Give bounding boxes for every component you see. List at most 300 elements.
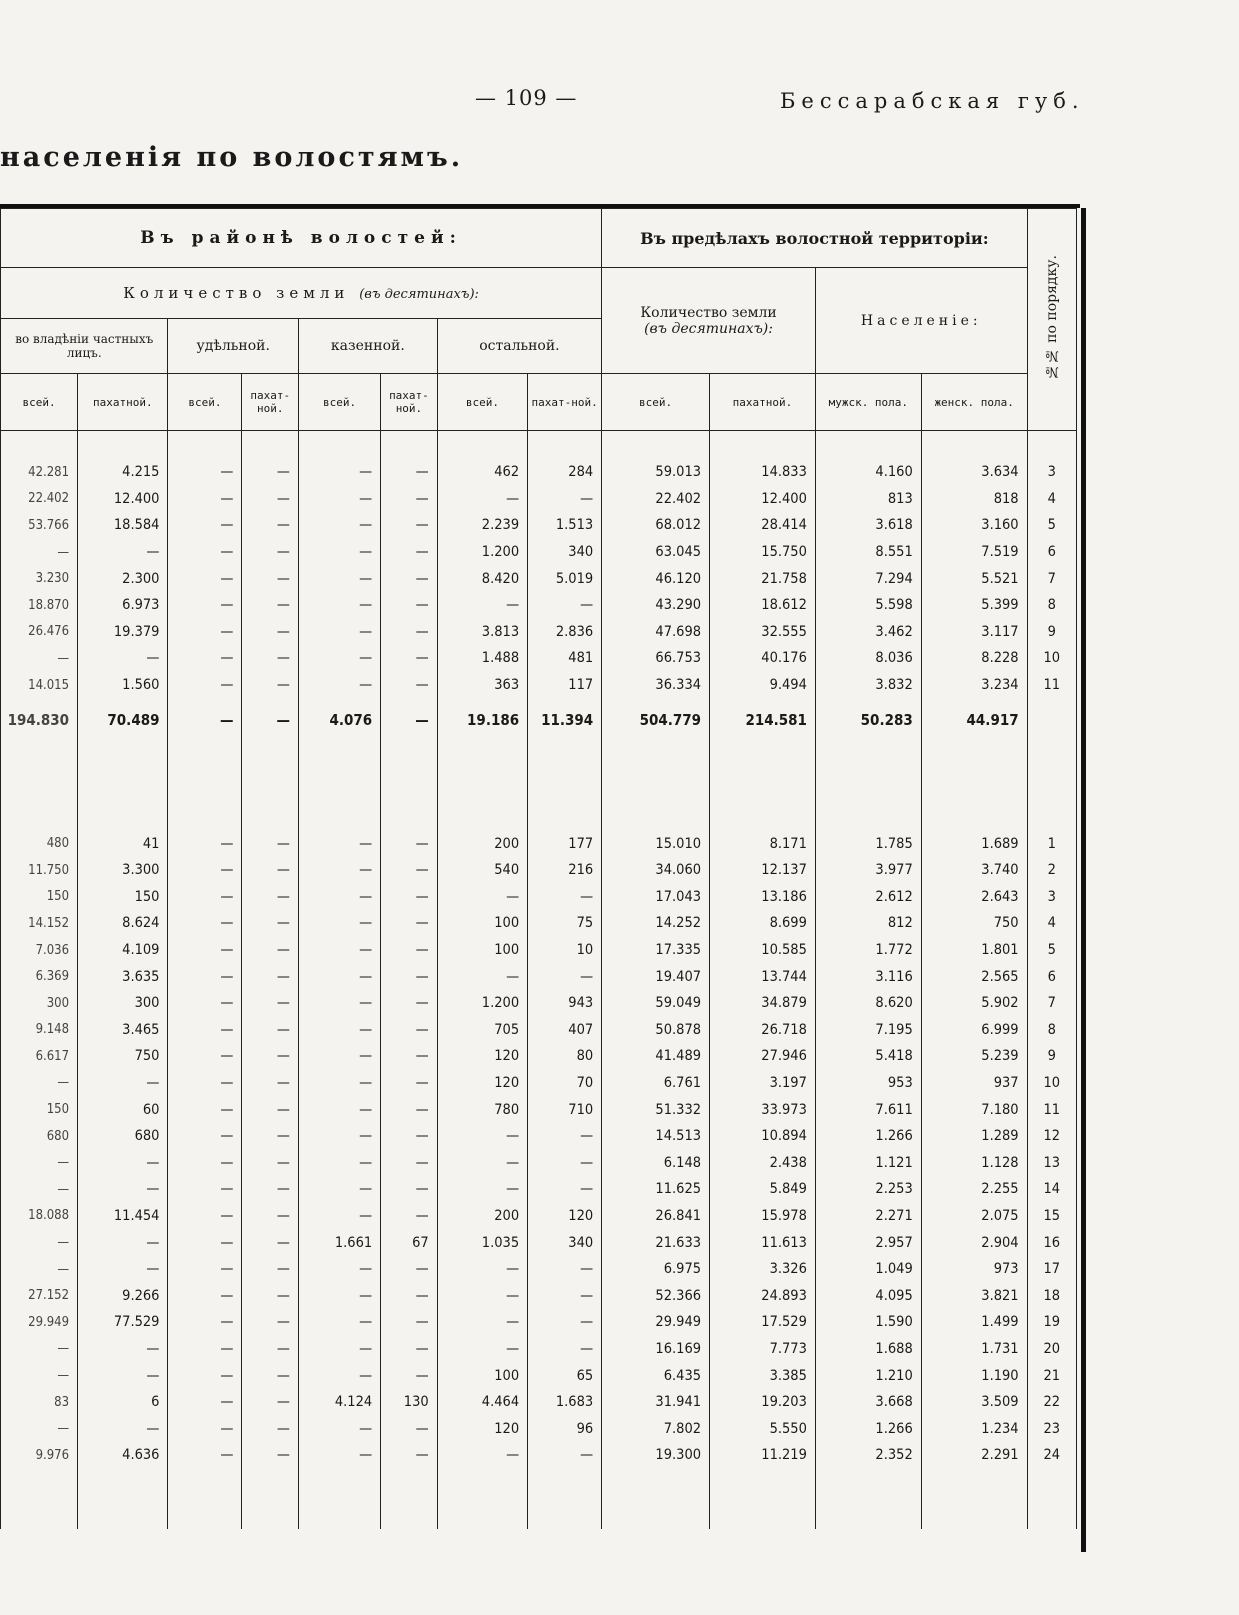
- table-cell: 12.400: [710, 486, 816, 513]
- table-cell: 2.239: [437, 512, 527, 539]
- table-cell: —: [381, 1043, 438, 1070]
- table-cell: 14.152: [1, 910, 78, 937]
- table-cell: 9: [1027, 619, 1076, 646]
- table-cell: —: [528, 1309, 602, 1336]
- empty-cell: [381, 1469, 438, 1529]
- table-cell: —: [1, 645, 78, 672]
- table-cell: 1.289: [921, 1123, 1027, 1150]
- empty-cell: [168, 1469, 242, 1529]
- empty-cell: [1, 742, 78, 830]
- table-cell: 11.625: [602, 1176, 710, 1203]
- table-cell: —: [528, 1282, 602, 1309]
- table-cell: 3.197: [710, 1070, 816, 1097]
- table-cell: 120: [528, 1203, 602, 1230]
- table-cell: 24.893: [710, 1282, 816, 1309]
- page-number: — 109 —: [475, 86, 578, 110]
- table-cell: —: [242, 619, 299, 646]
- table-cell: —: [528, 486, 602, 513]
- table-cell: 194.830: [1, 698, 78, 742]
- empty-cell: [1, 431, 78, 460]
- table-cell: 18.870: [1, 592, 78, 619]
- table-cell: —: [381, 1309, 438, 1336]
- table-cell: 8.624: [78, 910, 168, 937]
- table-cell: 2.300: [78, 565, 168, 592]
- table-cell: 6.975: [602, 1256, 710, 1283]
- table-cell: —: [381, 937, 438, 964]
- table-cell: —: [242, 1442, 299, 1469]
- table-cell: 8.171: [710, 830, 816, 857]
- table-row: [1, 1229, 1077, 1256]
- table-cell: 11: [1027, 672, 1076, 699]
- table-cell: 943: [528, 990, 602, 1017]
- table-cell: —: [298, 1282, 380, 1309]
- table-cell: 26.841: [602, 1203, 710, 1230]
- table-row: [1, 1389, 1077, 1416]
- table-cell: —: [168, 698, 242, 742]
- table-cell: —: [168, 645, 242, 672]
- table-cell: —: [298, 486, 380, 513]
- table-row: [1, 1203, 1077, 1230]
- table-row: [1, 539, 1077, 566]
- table-cell: 2.565: [921, 963, 1027, 990]
- table-cell: 43.290: [602, 592, 710, 619]
- empty-cell: [381, 742, 438, 830]
- table-cell: 77.529: [78, 1309, 168, 1336]
- table-cell: —: [381, 1415, 438, 1442]
- table-cell: —: [381, 857, 438, 884]
- table-cell: 18.088: [1, 1203, 78, 1230]
- table-cell: 7.611: [815, 1096, 921, 1123]
- table-cell: 66.753: [602, 645, 710, 672]
- table-cell: 5: [1027, 937, 1076, 964]
- table-row: [1, 486, 1077, 513]
- col-all: всей.: [168, 374, 242, 431]
- table-cell: —: [168, 1362, 242, 1389]
- table-row: [1, 619, 1077, 646]
- table-cell: —: [242, 539, 299, 566]
- table-cell: 300: [78, 990, 168, 1017]
- table-cell: 6.369: [1, 963, 78, 990]
- empty-cell: [78, 742, 168, 830]
- empty-cell: [78, 431, 168, 460]
- table-cell: —: [437, 486, 527, 513]
- table-cell: —: [168, 830, 242, 857]
- population-header: Населеніе:: [815, 268, 1027, 374]
- table-cell: 65: [528, 1362, 602, 1389]
- empty-cell: [298, 1469, 380, 1529]
- table-cell: —: [242, 1203, 299, 1230]
- table-cell: —: [298, 619, 380, 646]
- col-arable: пахат-ной.: [242, 374, 299, 431]
- table-cell: 67: [381, 1229, 438, 1256]
- table-cell: —: [242, 512, 299, 539]
- table-cell: —: [242, 910, 299, 937]
- table-cell: 2.255: [921, 1176, 1027, 1203]
- table-row: [1, 1070, 1077, 1097]
- table-cell: 8.551: [815, 539, 921, 566]
- empty-cell: [168, 742, 242, 830]
- order-number-header: №№ по порядку.: [1027, 209, 1076, 431]
- table-cell: —: [381, 963, 438, 990]
- table-cell: 21.758: [710, 565, 816, 592]
- table-cell: 1.234: [921, 1415, 1027, 1442]
- table-cell: —: [437, 1149, 527, 1176]
- table-cell: —: [298, 1336, 380, 1363]
- table-cell: —: [298, 857, 380, 884]
- table-cell: 7.294: [815, 565, 921, 592]
- table-cell: 14.015: [1, 672, 78, 699]
- table-cell: —: [1, 539, 78, 566]
- table-cell: —: [168, 884, 242, 911]
- table-cell: —: [242, 1229, 299, 1256]
- table-row: [1, 884, 1077, 911]
- table-cell: —: [437, 1123, 527, 1150]
- group-territory-header: Въ предѣлахъ волостной территоріи:: [602, 209, 1027, 268]
- table-row: [1, 830, 1077, 857]
- table-cell: 5.239: [921, 1043, 1027, 1070]
- empty-cell: [528, 1469, 602, 1529]
- table-cell: 70.489: [78, 698, 168, 742]
- table-cell: 75: [528, 910, 602, 937]
- table-cell: 16: [1027, 1229, 1076, 1256]
- table-cell: 3.509: [921, 1389, 1027, 1416]
- table-row: [1, 1415, 1077, 1442]
- empty-cell: [602, 1469, 710, 1529]
- table-cell: 973: [921, 1256, 1027, 1283]
- table-cell: —: [298, 1096, 380, 1123]
- table-cell: 11.219: [710, 1442, 816, 1469]
- col-arable: пахат-ной.: [381, 374, 438, 431]
- table-cell: 4.464: [437, 1389, 527, 1416]
- table-cell: —: [168, 910, 242, 937]
- table-cell: —: [528, 1123, 602, 1150]
- table-cell: —: [1, 1070, 78, 1097]
- table-cell: 3.635: [78, 963, 168, 990]
- table-cell: 481: [528, 645, 602, 672]
- table-row: [1, 1176, 1077, 1203]
- table-row: [1, 1017, 1077, 1044]
- table-cell: 5.418: [815, 1043, 921, 1070]
- table-cell: 2.612: [815, 884, 921, 911]
- table-cell: 3.300: [78, 857, 168, 884]
- table-cell: 1.801: [921, 937, 1027, 964]
- col-arable: пахатной.: [78, 374, 168, 431]
- table-cell: 7: [1027, 565, 1076, 592]
- table-cell: —: [168, 1149, 242, 1176]
- table-cell: 813: [815, 486, 921, 513]
- table-cell: —: [437, 1256, 527, 1283]
- table-cell: 818: [921, 486, 1027, 513]
- col-male: мужск. пола.: [815, 374, 921, 431]
- table-cell: 4.076: [298, 698, 380, 742]
- table-cell: 120: [437, 1070, 527, 1097]
- table-cell: 3: [1027, 459, 1076, 486]
- table-cell: 705: [437, 1017, 527, 1044]
- table-cell: —: [381, 486, 438, 513]
- table-cell: —: [298, 1123, 380, 1150]
- table-cell: —: [242, 1070, 299, 1097]
- table-cell: 7.036: [1, 937, 78, 964]
- empty-cell: [921, 1469, 1027, 1529]
- table-cell: 3.117: [921, 619, 1027, 646]
- table-cell: 1.266: [815, 1415, 921, 1442]
- table-cell: —: [242, 645, 299, 672]
- table-cell: 29.949: [602, 1309, 710, 1336]
- total-row: [1, 698, 1077, 742]
- table-cell: 8.420: [437, 565, 527, 592]
- table-cell: —: [298, 884, 380, 911]
- table-cell: 11: [1027, 1096, 1076, 1123]
- table-row: [1, 565, 1077, 592]
- table-cell: 15.978: [710, 1203, 816, 1230]
- table-cell: —: [298, 1017, 380, 1044]
- table-cell: 13.186: [710, 884, 816, 911]
- table-cell: 32.555: [710, 619, 816, 646]
- table-cell: —: [437, 1336, 527, 1363]
- table-cell: 2.904: [921, 1229, 1027, 1256]
- table-cell: 34.879: [710, 990, 816, 1017]
- table-cell: —: [242, 1123, 299, 1150]
- table-cell: 50.283: [815, 698, 921, 742]
- empty-cell: [437, 742, 527, 830]
- table-cell: —: [242, 1149, 299, 1176]
- table-cell: 5.902: [921, 990, 1027, 1017]
- table-cell: —: [168, 1282, 242, 1309]
- table-cell: —: [298, 1256, 380, 1283]
- table-row: [1, 672, 1077, 699]
- table-cell: 1.688: [815, 1336, 921, 1363]
- table-cell: 6: [1027, 539, 1076, 566]
- table-cell: 5.399: [921, 592, 1027, 619]
- table-cell: —: [381, 830, 438, 857]
- table-cell: 3.634: [921, 459, 1027, 486]
- table-cell: —: [168, 486, 242, 513]
- province-title: Бессарабская губ.: [780, 89, 1085, 113]
- table-cell: 8.620: [815, 990, 921, 1017]
- table-cell: 8.228: [921, 645, 1027, 672]
- table-cell: —: [298, 592, 380, 619]
- table-cell: —: [381, 1096, 438, 1123]
- table-cell: 31.941: [602, 1389, 710, 1416]
- table-cell: 4.160: [815, 459, 921, 486]
- table-cell: 9.148: [1, 1017, 78, 1044]
- table-cell: 4: [1027, 486, 1076, 513]
- table-cell: 1.210: [815, 1362, 921, 1389]
- table-cell: —: [298, 1176, 380, 1203]
- table-cell: 1.689: [921, 830, 1027, 857]
- table-cell: —: [298, 1070, 380, 1097]
- table-cell: —: [528, 1149, 602, 1176]
- table-row: [1, 459, 1077, 486]
- table-cell: —: [168, 619, 242, 646]
- table-cell: —: [381, 884, 438, 911]
- empty-cell: [710, 742, 816, 830]
- table-cell: 3.821: [921, 1282, 1027, 1309]
- table-cell: 200: [437, 1203, 527, 1230]
- table-cell: 19.407: [602, 963, 710, 990]
- table-cell: 7.802: [602, 1415, 710, 1442]
- table-cell: —: [298, 1442, 380, 1469]
- table-row: [1, 963, 1077, 990]
- table-cell: 5.521: [921, 565, 1027, 592]
- table-cell: 20: [1027, 1336, 1076, 1363]
- empty-cell: [528, 742, 602, 830]
- empty-cell: [78, 1469, 168, 1529]
- table-cell: 504.779: [602, 698, 710, 742]
- table-cell: 100: [437, 910, 527, 937]
- table-cell: —: [242, 963, 299, 990]
- table-cell: —: [381, 645, 438, 672]
- table-cell: 3.977: [815, 857, 921, 884]
- table-cell: —: [1, 1256, 78, 1283]
- table-cell: —: [381, 1070, 438, 1097]
- table-cell: —: [1, 1176, 78, 1203]
- table-cell: 22.402: [602, 486, 710, 513]
- table-cell: —: [298, 937, 380, 964]
- table-cell: 117: [528, 672, 602, 699]
- table-cell: 6: [78, 1389, 168, 1416]
- table-cell: —: [242, 884, 299, 911]
- table-cell: 14: [1027, 1176, 1076, 1203]
- table-cell: —: [437, 592, 527, 619]
- empty-cell: [242, 742, 299, 830]
- table-cell: 29.949: [1, 1309, 78, 1336]
- col-arable: пахат-ной.: [528, 374, 602, 431]
- table-cell: 8.699: [710, 910, 816, 937]
- table-cell: 27.946: [710, 1043, 816, 1070]
- table-cell: —: [78, 1336, 168, 1363]
- empty-cell: [921, 431, 1027, 460]
- table-cell: —: [1, 1362, 78, 1389]
- table-row: [1, 937, 1077, 964]
- table-row: [1, 1336, 1077, 1363]
- table-cell: —: [168, 1017, 242, 1044]
- table-row: [1, 910, 1077, 937]
- spacer-row: [1, 1469, 1077, 1529]
- table-cell: —: [381, 1256, 438, 1283]
- table-cell: —: [168, 857, 242, 884]
- empty-cell: [815, 742, 921, 830]
- table-cell: —: [78, 1362, 168, 1389]
- table-cell: 2.438: [710, 1149, 816, 1176]
- table-row: [1, 645, 1077, 672]
- state-header: казенной.: [298, 319, 437, 374]
- table-cell: 1.772: [815, 937, 921, 964]
- table-cell: —: [381, 565, 438, 592]
- table-cell: —: [381, 1123, 438, 1150]
- table-cell: 63.045: [602, 539, 710, 566]
- private-owners-header: во владѣніи частныхъ лицъ.: [1, 319, 168, 374]
- table-cell: 27.152: [1, 1282, 78, 1309]
- table-cell: 1.035: [437, 1229, 527, 1256]
- table-cell: —: [168, 1442, 242, 1469]
- table-cell: 120: [437, 1043, 527, 1070]
- table-cell: 23: [1027, 1415, 1076, 1442]
- table-cell: —: [242, 830, 299, 857]
- table-cell: 3.385: [710, 1362, 816, 1389]
- table-cell: 2.643: [921, 884, 1027, 911]
- table-cell: 18.584: [78, 512, 168, 539]
- table-cell: —: [168, 512, 242, 539]
- table-cell: —: [298, 1203, 380, 1230]
- table-cell: 1.661: [298, 1229, 380, 1256]
- table-cell: 2.075: [921, 1203, 1027, 1230]
- table-cell: —: [298, 1043, 380, 1070]
- table-cell: 53.766: [1, 512, 78, 539]
- table-cell: 19.186: [437, 698, 527, 742]
- table-cell: —: [298, 539, 380, 566]
- empty-cell: [437, 431, 527, 460]
- table-cell: 1.785: [815, 830, 921, 857]
- table-cell: —: [298, 512, 380, 539]
- table-cell: —: [381, 1282, 438, 1309]
- table-cell: 47.698: [602, 619, 710, 646]
- table-cell: 17.335: [602, 937, 710, 964]
- table-cell: —: [381, 1203, 438, 1230]
- table-cell: 1.200: [437, 990, 527, 1017]
- table-row: [1, 1149, 1077, 1176]
- table-cell: 3.465: [78, 1017, 168, 1044]
- table-cell: 3.160: [921, 512, 1027, 539]
- table-cell: —: [168, 459, 242, 486]
- table-cell: —: [242, 698, 299, 742]
- table-cell: —: [298, 1309, 380, 1336]
- table-cell: 340: [528, 539, 602, 566]
- table-cell: 4.124: [298, 1389, 380, 1416]
- table-cell: 5: [1027, 512, 1076, 539]
- table-cell: 120: [437, 1415, 527, 1442]
- table-cell: —: [78, 1070, 168, 1097]
- table-cell: 937: [921, 1070, 1027, 1097]
- table-cell: —: [528, 1336, 602, 1363]
- table-cell: 1.190: [921, 1362, 1027, 1389]
- table-cell: —: [78, 1256, 168, 1283]
- table-cell: 2.291: [921, 1442, 1027, 1469]
- table-cell: 3.668: [815, 1389, 921, 1416]
- table-row: [1, 592, 1077, 619]
- table-cell: —: [298, 565, 380, 592]
- table-cell: 51.332: [602, 1096, 710, 1123]
- table-cell: —: [168, 565, 242, 592]
- empty-cell: [602, 742, 710, 830]
- empty-cell: [168, 431, 242, 460]
- table-cell: —: [381, 698, 438, 742]
- table-cell: —: [242, 857, 299, 884]
- table-cell: 1.121: [815, 1149, 921, 1176]
- table-cell: 4.636: [78, 1442, 168, 1469]
- empty-cell: [437, 1469, 527, 1529]
- table-cell: 130: [381, 1389, 438, 1416]
- table-cell: —: [381, 990, 438, 1017]
- col-all: всей.: [437, 374, 527, 431]
- table-cell: 26.718: [710, 1017, 816, 1044]
- table-cell: 407: [528, 1017, 602, 1044]
- land-quantity-header: Количество земли (въ десятинахъ):: [1, 268, 602, 319]
- table-cell: —: [168, 937, 242, 964]
- table-cell: 13: [1027, 1149, 1076, 1176]
- table-cell: 52.366: [602, 1282, 710, 1309]
- table-cell: 83: [1, 1389, 78, 1416]
- empty-cell: [710, 431, 816, 460]
- table-cell: 1.683: [528, 1389, 602, 1416]
- table-cell: 44.917: [921, 698, 1027, 742]
- table-cell: 300: [1, 990, 78, 1017]
- table-cell: 3.740: [921, 857, 1027, 884]
- table-cell: —: [437, 1442, 527, 1469]
- table-cell: [1027, 698, 1076, 742]
- table-cell: 2: [1027, 857, 1076, 884]
- empty-cell: [1027, 1469, 1076, 1529]
